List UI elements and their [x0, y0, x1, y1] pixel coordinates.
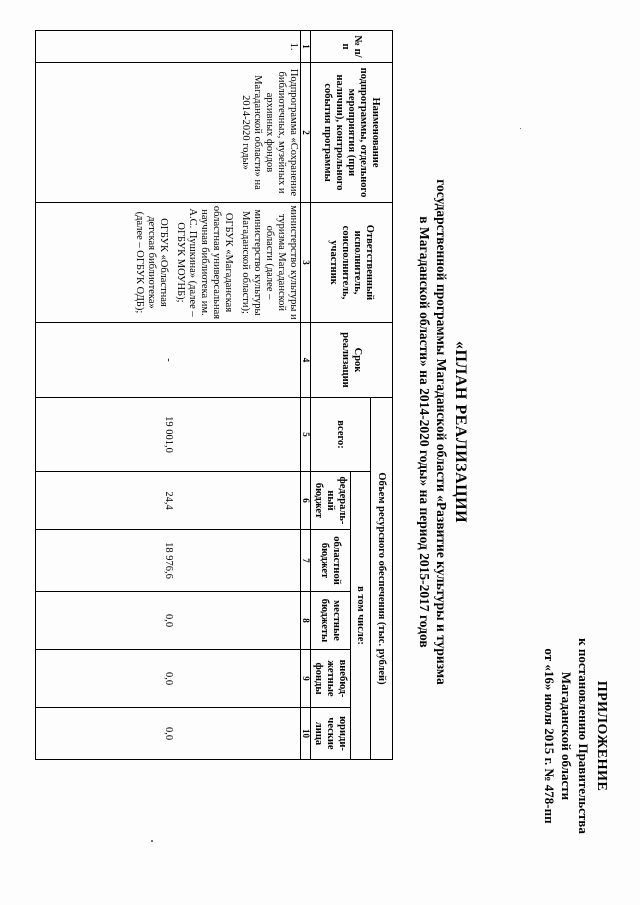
title-line-2: государственной программы Магаданской области «Развитие культуры и туризма [434, 179, 449, 685]
col-header-funding: Объем ресурсного обеспечения (тыс. рублей) [371, 398, 393, 760]
executor-3: ОГБУК «Областная детская библиотека» (далее – ОГБУК ОДБ); [134, 211, 169, 314]
col-header-name: Наименование подпрограммы, отдельного мероприятия (при наличии), контрольного события программы [311, 63, 393, 203]
row-local: 0,0 [36, 592, 301, 650]
col-header-term: Срок реализации [311, 323, 393, 398]
col-header-total: всего: [311, 398, 371, 472]
row-legal: 0,0 [36, 708, 301, 760]
executor-1: министерство культуры и туризма Магаданской области (далее – министерство культуры Магаданской области); [240, 205, 299, 320]
appendix-line-1: к постановлению Правительства [576, 638, 591, 834]
col-num-10: 10 [301, 708, 311, 760]
plan-table [35, 30, 393, 760]
row-executors [36, 203, 301, 323]
executor-2: ОГБУК «Магаданская областная универсальная научная библиотека им. А.С. Пушкина» (далее – ОГБУК МОУНБ); [175, 205, 234, 320]
col-num-7: 7 [301, 530, 311, 592]
row-term: - [36, 323, 301, 398]
appendix-line-3: от «16» июля 2015 г. № 478-пп [542, 648, 557, 824]
col-header-regional: областной бюджет [311, 530, 351, 592]
appendix-line-2: Магаданской области [559, 671, 574, 801]
col-num-5: 5 [301, 398, 311, 472]
title-line-3: в Магаданской области» на 2014-2020 годы» на период 2015-2017 годов [417, 216, 432, 648]
document-title [416, 22, 470, 842]
col-header-extrabudget: внебюд-жетные фонды [311, 650, 351, 708]
appendix-header [541, 586, 610, 886]
appendix-label: ПРИЛОЖЕНИЕ [594, 680, 609, 792]
row-federal: 24,4 [36, 472, 301, 530]
table-row [36, 31, 301, 760]
col-num-8: 8 [301, 592, 311, 650]
row-number: 1. [36, 31, 301, 63]
scan-speck [520, 128, 521, 129]
row-extrabudget: 0,0 [36, 650, 301, 708]
col-num-9: 9 [301, 650, 311, 708]
col-num-4: 4 [301, 323, 311, 398]
column-number-row [301, 31, 311, 760]
row-regional: 18 976,6 [36, 530, 301, 592]
col-header-including: в том числе: [351, 472, 371, 760]
col-num-1: 1 [301, 31, 311, 63]
title-main: «ПЛАН РЕАЛИЗАЦИИ [452, 340, 469, 524]
row-total: 19 001,0 [36, 398, 301, 472]
rotated-document [20, 22, 620, 892]
col-num-3: 3 [301, 203, 311, 323]
scan-speck [151, 840, 153, 842]
col-header-number: № п/п [311, 31, 393, 63]
row-subprogram-name: Подпрограмма «Сохранение библиотечных, музейных и архивных фондов Магаданской области» на 2014-2020 годы» [36, 63, 301, 203]
col-header-federal: федераль-ный бюджет [311, 472, 351, 530]
col-num-2: 2 [301, 63, 311, 203]
col-header-executor: Ответственный исполнитель, соисполнитель, участник [311, 203, 393, 323]
col-header-legal: юриди-ческие лица [311, 708, 351, 760]
col-header-local: местные бюджеты [311, 592, 351, 650]
col-num-6: 6 [301, 472, 311, 530]
